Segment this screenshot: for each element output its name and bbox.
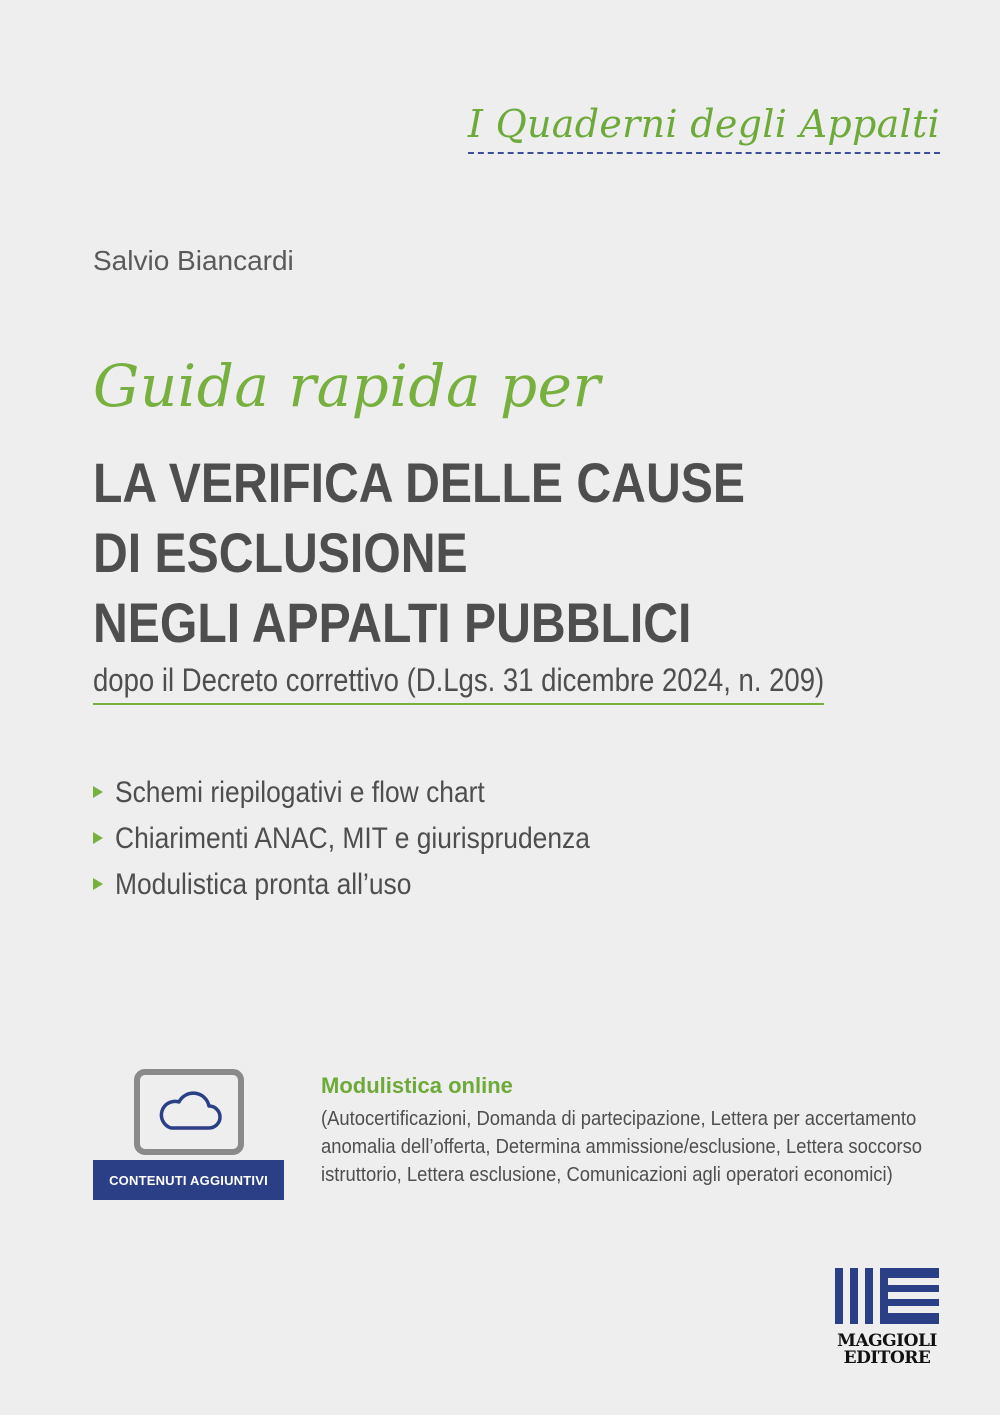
bullet-arrow-icon (93, 832, 103, 844)
feature-list (93, 770, 655, 908)
publisher-name (835, 1333, 939, 1367)
feature-text: Chiarimenti ANAC, MIT e giurisprudenza (115, 822, 590, 855)
feature-item (93, 862, 655, 908)
feature-item (93, 816, 655, 862)
publisher-line-1: MAGGIOLI (837, 1331, 937, 1351)
author-name: Salvio Biancardi (93, 245, 294, 276)
book-title (93, 448, 745, 658)
feature-item (93, 770, 655, 816)
publisher-logo (835, 1268, 939, 1367)
title-line-2: DI ESCLUSIONE (93, 521, 468, 584)
subtitle: dopo il Decreto correttivo (D.Lgs. 31 dicembre 2024, n. 209) (93, 662, 824, 705)
title-line-1: LA VERIFICA DELLE CAUSE (93, 451, 745, 514)
cloud-icon (161, 1093, 220, 1128)
feature-text: Modulistica pronta all’uso (115, 868, 412, 901)
online-forms-section (321, 1073, 941, 1189)
series-name: I Quaderni degli Appalti (468, 102, 940, 154)
pretitle: Guida rapida per (93, 352, 601, 420)
bullet-arrow-icon (93, 786, 103, 798)
online-forms-description: (Autocertificazioni, Domanda di partecipazione, Lettera per accertamento anomalia dell’offerta, Determina ammissione/esclusione, Lettera soccorso istruttorio, Lettera esclusione, Comunicazioni agli operatori economici) (321, 1108, 923, 1186)
publisher-line-2: EDITORE (843, 1348, 931, 1368)
extra-content-badge: CONTENUTI AGGIUNTIVI (93, 1160, 284, 1200)
online-forms-title: Modulistica online (321, 1073, 513, 1098)
title-line-3: NEGLI APPALTI PUBBLICI (93, 591, 692, 654)
maggioli-logo (835, 1268, 939, 1324)
bullet-arrow-icon (93, 878, 103, 890)
feature-text: Schemi riepilogativi e flow chart (115, 776, 485, 809)
